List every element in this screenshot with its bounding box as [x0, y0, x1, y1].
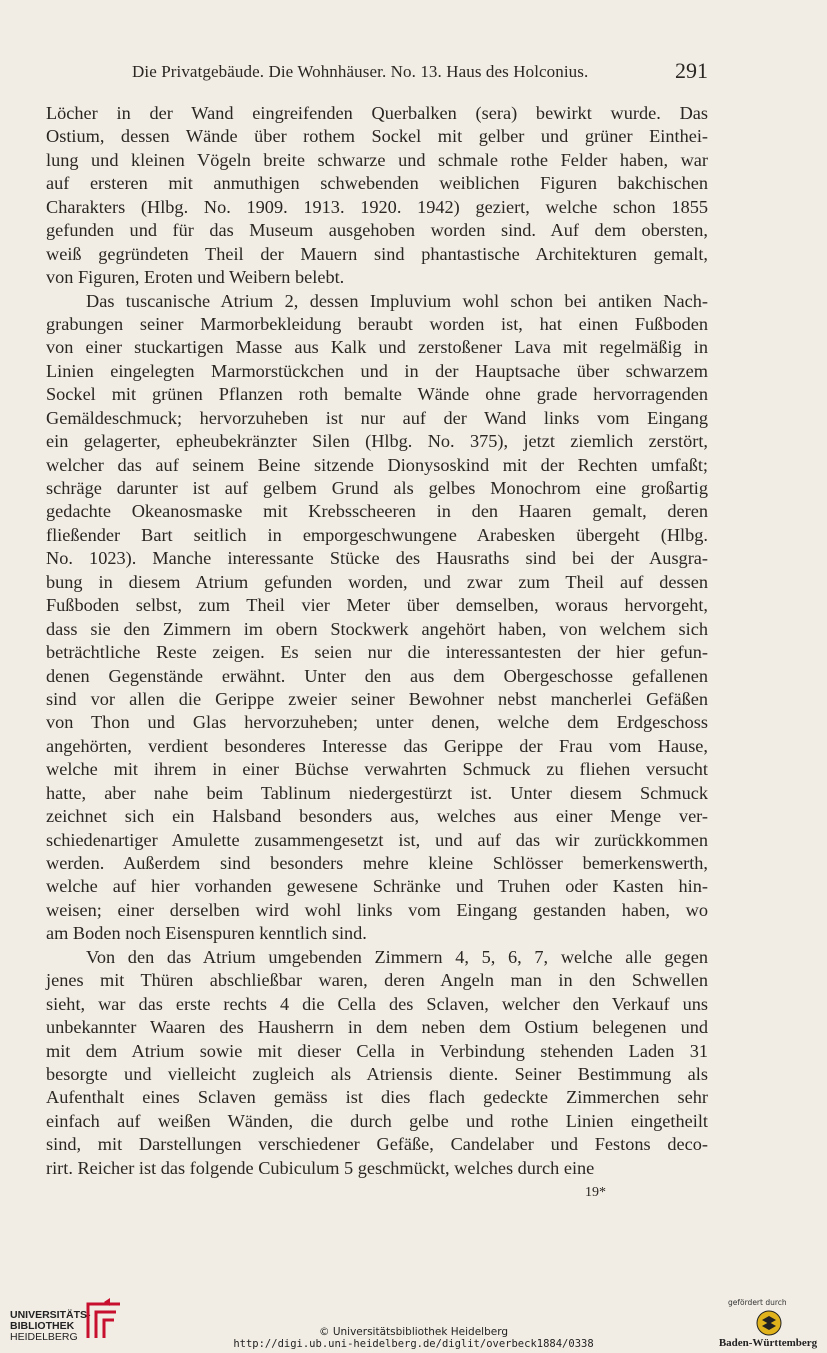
funder-logo: [718, 1298, 818, 1350]
text-line: weisen; einer derselben wird wohl links vom Eingang gestanden haben, wo: [46, 899, 708, 920]
text-line: denen Gegenstände erwähnt. Unter den aus dem Obergeschosse gefallenen: [46, 665, 708, 686]
text-line: rirt. Reicher ist das folgende Cubiculum 5 geschmückt, welches durch eine: [46, 1157, 595, 1178]
text-line: Gemäldeschmuck; hervorzuheben ist nur auf der Wand links vom Eingang: [46, 407, 708, 428]
text-line: Das tuscanische Atrium 2, dessen Impluvium wohl schon bei antiken Nach-: [86, 290, 708, 311]
text-line: unbekannter Waaren des Hausherrn in dem neben dem Ostium belegenen und: [46, 1017, 708, 1038]
text-line: welche mit ihrem in einer Büchse verwahrten Schmuck zu fliehen versucht: [46, 759, 708, 780]
text-line: auf ersteren mit anmuthigen schwebenden weiblichen Figuren bakchischen: [46, 173, 708, 194]
text-line: sind, mit Darstellungen verschiedener Gefäße, Candelaber und Festons deco-: [46, 1134, 708, 1155]
text-line: welche auf hier vorhanden gewesene Schränke und Truhen oder Kasten hin-: [46, 876, 708, 897]
body-text: [46, 102, 708, 1180]
text-line: Sockel mit grünen Pflanzen roth bemalte Wände ohne grade hervorragenden: [46, 384, 708, 405]
text-line: ein gelagerter, epheubekränzter Silen (Hlbg. No. 375), jetzt ziemlich zerstört,: [46, 431, 708, 452]
running-title: Die Privatgebäude. Die Wohnhäuser. No. 13. Haus des Holconius.: [132, 62, 589, 81]
text-line: zeichnet sich ein Halsband besonders aus, welches aus einer Menge ver-: [46, 806, 708, 827]
text-line: sind vor allen die Gerippe zweier seiner Bewohner nebst mancherlei Gefäßen: [46, 688, 708, 709]
text-line: Von den das Atrium umgebenden Zimmern 4, 5, 6, 7, welche alle gegen: [86, 946, 708, 967]
text-line: grabungen seiner Marmorbekleidung beraubt worden ist, hat einen Fußboden: [46, 313, 708, 334]
text-line: dass sie den Zimmern im obern Stockwerk angehört haben, von welchem sich: [46, 618, 708, 639]
text-line: gedachte Okeanosmaske mit Krebsscheeren in den Haaren gemalt, deren: [46, 501, 708, 522]
text-line: sieht, war das erste rechts 4 die Cella des Sclaven, welcher den Verkauf uns: [46, 993, 708, 1014]
text-line: angehörten, verdient besonderes Interesse das Gerippe der Frau vom Hause,: [46, 735, 708, 756]
text-line: No. 1023). Manche interessante Stücke des Hausraths sind bei der Ausgra-: [46, 548, 708, 569]
text-line: am Boden noch Eisenspuren kenntlich sind.: [46, 923, 367, 944]
text-line: mit dem Atrium sowie mit dieser Cella in Verbindung stehenden Laden 31: [46, 1040, 708, 1061]
funded-by-label: gefördert durch: [728, 1298, 787, 1307]
text-line: schiedenartiger Amulette zusammengesetzt ist, und auf das wir zurückkommen: [46, 829, 708, 850]
text-line: hatte, aber nahe beim Tablinum niedergestürzt ist. Unter diesem Schmuck: [46, 782, 708, 803]
text-line: Charakters (Hlbg. No. 1909. 1913. 1920. 1942) geziert, welche schon 1855: [46, 196, 708, 217]
text-line: welcher das auf seinem Beine sitzende Dionysoskind mit der Rechten umfaßt;: [46, 454, 708, 475]
text-line: einfach auf weißen Wänden, die durch gelbe und rothe Linien eingetheilt: [46, 1110, 708, 1131]
library-name-line3: HEIDELBERG: [10, 1331, 78, 1343]
funder-name: Baden-Württemberg: [718, 1337, 818, 1349]
text-line: Fußboden selbst, zum Theil vier Meter über demselben, woraus hervorgeht,: [46, 595, 708, 616]
text-line: von einer stuckartigen Masse aus Kalk und zerstoßener Lava mit regelmäßig in: [46, 337, 708, 358]
footer-credits: [0, 1326, 827, 1350]
text-line: beträchtliche Reste zeigen. Es seien nur die interessantesten der hier gefun-: [46, 642, 708, 663]
page-number: 291: [675, 58, 708, 83]
state-seal-icon: [755, 1310, 783, 1336]
text-line: von Figuren, Eroten und Weibern belebt.: [46, 267, 345, 288]
text-line: Aufenthalt eines Sclaven gemäss ist dies flach gedeckte Zimmerchen sehr: [46, 1087, 708, 1108]
source-url-link[interactable]: http://digi.ub.uni-heidelberg.de/diglit/overbeck1884/0338: [233, 1338, 594, 1350]
text-line: Ostium, dessen Wände über rothem Sockel mit gelber und grüner Einthei-: [46, 126, 708, 147]
text-line: jenes mit Thüren abschließbar waren, deren Angeln man in den Schwellen: [46, 970, 708, 991]
library-name-line1: UNIVERSITÄTS-: [10, 1309, 91, 1321]
copyright-text: © Universitätsbibliothek Heidelberg: [318, 1326, 508, 1338]
running-header: [46, 58, 708, 88]
text-line: Löcher in der Wand eingreifenden Querbalken (sera) bewirkt wurde. Das: [46, 103, 708, 123]
text-line: Linien eingelegten Marmorstückchen und in der Hauptsache über schwarzem: [46, 360, 708, 381]
text-line: von Thon und Glas hervorzuheben; unter denen, welche dem Erdgeschoss: [46, 712, 708, 733]
text-line: gefunden und für das Museum ausgehoben worden sind. Auf dem obersten,: [46, 220, 708, 241]
text-line: besorgte und vielleicht zugleich als Atriensis diente. Seiner Bestimmung als: [46, 1063, 708, 1084]
text-line: weiß gegründeten Theil der Mauern sind phantastische Architekturen gemalt,: [46, 243, 708, 264]
text-line: werden. Außerdem sind besonders mehre kleine Schlösser bemerkenswerth,: [46, 853, 708, 873]
text-line: fließender Bart seitlich in emporgeschwungene Arabesken übergeht (Hlbg.: [46, 524, 708, 545]
signature-mark: 19*: [585, 1185, 606, 1200]
text-line: bung in diesem Atrium gefunden worden, und zwar zum Theil auf dessen: [46, 571, 708, 592]
text-line: schräge darunter ist auf gelbem Grund als gelbes Monochrom eine großartig: [46, 478, 708, 498]
library-name-line2: BIBLIOTHEK: [10, 1320, 75, 1332]
text-line: lung und kleinen Vögeln breite schwarze und schmale rothe Felder haben, war: [46, 149, 708, 170]
